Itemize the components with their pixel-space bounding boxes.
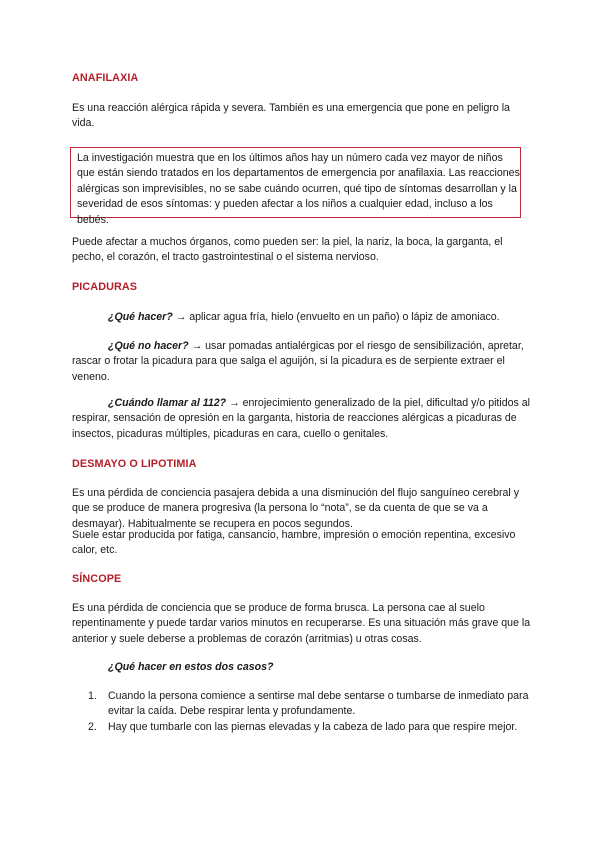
desmayo-text-2: Suele estar producida por fatiga, cansancio, hambre, impresión o emoción repentina, excesivo calor, etc. [72,529,516,557]
picaduras-que-no-hacer [72,339,532,385]
cuando-llamar-text: → enrojecimiento generalizado de la piel, dificultad y/o pitidos al respirar, sensación de opresión en la garganta, historia de reacciones alérgicas a picaduras de insectos, picaduras múltiples, picaduras en cara, cuello o genitales. [72,397,531,440]
list-item-number: 1. [88,690,97,702]
desmayo-text-1: Es una pérdida de conciencia pasajera debida a una disminución del flujo sanguíneo cerebral y que se produce de manera progresiva (la persona lo “nota”, se da cuenta de que se va a desmayar). Habitualmente se recupera en pocos segundos. [72,487,520,530]
list-item [88,689,536,720]
list-item [88,720,536,735]
anafilaxia-organs: Puede afectar a muchos órganos, como pueden ser: la piel, la nariz, la boca, la garganta, el pecho, el corazón, el tracto gastrointestinal o el sistema nervioso. [72,236,503,264]
sincope-subheading [72,660,532,675]
list-item-text: Hay que tumbarle con las piernas elevadas y la cabeza de lado para que respire mejor. [108,720,518,733]
que-no-hacer-lead: ¿Qué no hacer? [108,340,189,352]
que-no-hacer-text: → usar pomadas antialérgicas por el riesgo de sensibilización, apretar, rascar o frotar la picadura para que salga el aguijón, si la picadura es de serpiente extraer el veneno. [72,340,524,383]
anafilaxia-research-text: La investigación muestra que en los últimos años hay un número cada vez mayor de niños que están siendo tratados en los departamentos de emergencia por anafilaxia. Las reacciones alérgicas son imprevisibles, no se sabe cuándo ocurren, qué tipo de síntomas desarrollan y la severidad de esos síntomas: y pueden afectar a los niños a cualquier edad, incluso a los bebés. [77,152,520,226]
anafilaxia-research-box [70,147,521,226]
que-hacer-text: → aplicar agua fría, hielo (envuelto en un paño) o lápiz de amoniaco. [172,311,500,323]
picaduras-que-hacer [72,310,532,325]
sincope-subheading-text: ¿Qué hacer en estos dos casos? [108,661,274,673]
picaduras-cuando-llamar [72,396,532,442]
section-heading-anafilaxia: ANAFILAXIA [72,72,139,84]
section-heading-picaduras: PICADURAS [72,281,138,293]
sincope-text: Es una pérdida de conciencia que se produce de forma brusca. La persona cae al suelo repentinamente y puede tardar varios minutos en recuperarse. Es una situación más grave que la anterior y suele deberse a problemas de corazón (arritmias) u otras cosas. [72,602,531,645]
que-hacer-lead: ¿Qué hacer? [108,311,173,323]
list-item-number: 2. [88,720,97,733]
sincope-steps-list [88,689,536,735]
section-heading-sincope: SÍNCOPE [72,573,122,585]
anafilaxia-intro: Es una reacción alérgica rápida y severa. También es una emergencia que pone en peligro la vida. [72,102,510,130]
cuando-llamar-lead: ¿Cuándo llamar al 112? [108,397,227,409]
list-item-text: Cuando la persona comience a sentirse mal debe sentarse o tumbarse de inmediato para evitar la caída. Debe respirar lenta y profundamente. [108,690,529,718]
section-heading-desmayo: DESMAYO O LIPOTIMIA [72,458,197,470]
